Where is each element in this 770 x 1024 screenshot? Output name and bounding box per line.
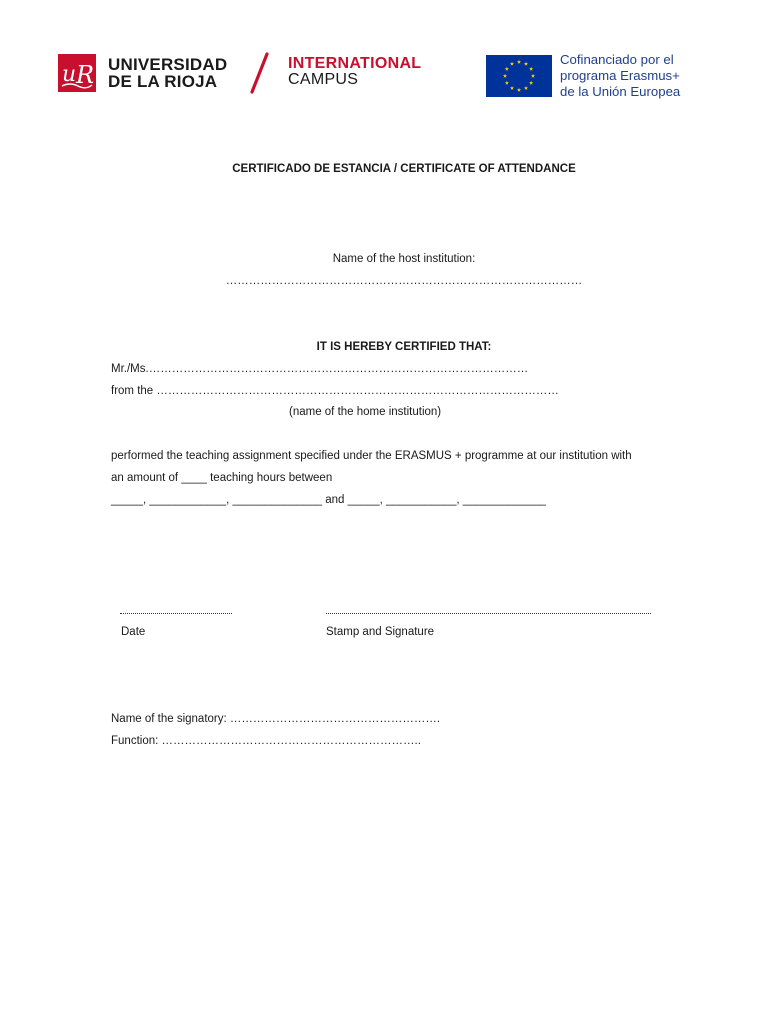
function-field[interactable]: Function: …………………………………………………………..	[111, 735, 421, 747]
slash-divider-icon	[248, 52, 270, 94]
body-text-line-2: an amount of ____ teaching hours between	[111, 472, 333, 484]
stamp-label: Stamp and Signature	[326, 626, 435, 638]
ur-logo-icon	[58, 54, 96, 92]
mrms-field[interactable]: Mr./Ms.………………………………………………………………………………………	[111, 363, 529, 375]
host-institution-label: Name of the host institution:	[332, 253, 476, 265]
university-line-1: UNIVERSIDAD	[108, 55, 228, 74]
university-name	[108, 56, 227, 90]
eu-line-2: programa Erasmus+	[560, 68, 680, 83]
campus-line-1: INTERNATIONAL	[288, 55, 422, 72]
date-label: Date	[121, 626, 146, 638]
certificate-title: CERTIFICADO DE ESTANCIA / CERTIFICATE OF ATTENDANCE	[232, 163, 576, 175]
dates-fields[interactable]: _____, ____________, ______________ and _____, ___________, _____________	[111, 494, 546, 506]
eu-flag-icon	[486, 55, 552, 97]
svg-text:R: R	[76, 61, 95, 89]
home-institution-note: (name of the home institution)	[289, 406, 442, 418]
date-signature-line[interactable]	[120, 613, 232, 614]
eu-line-1: Cofinanciado por el	[560, 52, 674, 67]
university-line-2: DE LA RIOJA	[108, 72, 218, 91]
certified-heading: IT IS HEREBY CERTIFIED THAT:	[316, 341, 492, 353]
eu-line-3: de la Unión Europea	[560, 84, 681, 99]
body-text-line-1: performed the teaching assignment specified under the ERASMUS + programme at our institution with	[111, 450, 632, 462]
campus-line-2: CAMPUS	[288, 71, 359, 88]
svg-text:u: u	[62, 62, 77, 87]
signatory-field[interactable]: Name of the signatory: ……………………………………………….	[111, 713, 441, 725]
host-institution-field[interactable]: …………………………………………………………………………………	[225, 275, 583, 287]
eu-cofinance-text	[560, 52, 680, 100]
stamp-signature-line[interactable]	[326, 613, 651, 614]
home-institution-field[interactable]: from the ……………………………………………………………………………………………	[111, 385, 559, 397]
